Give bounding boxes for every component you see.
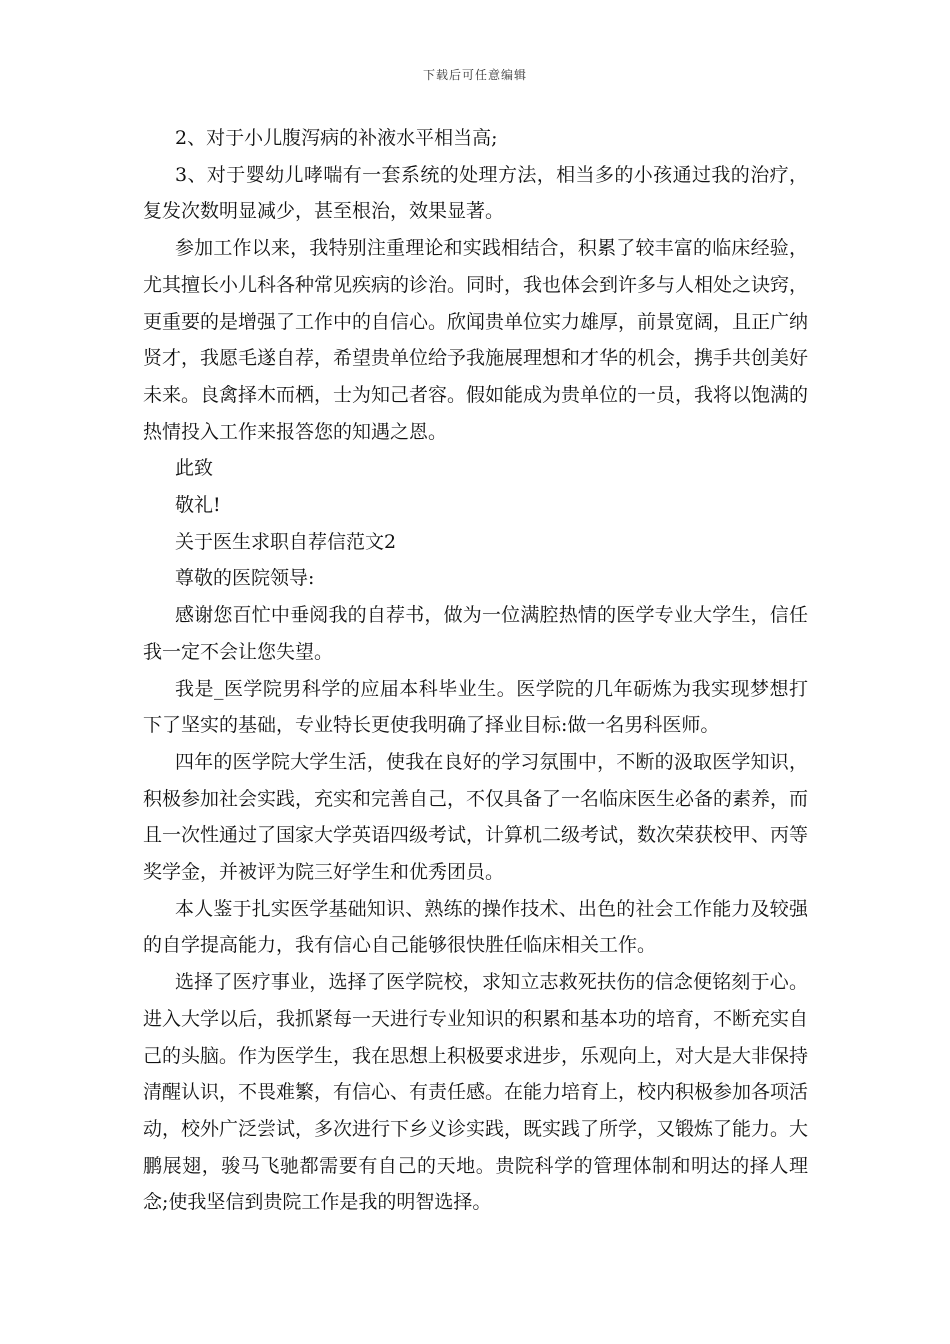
letter-greeting: 尊敬的医院领导: xyxy=(175,567,315,590)
section-title: 关于医生求职自荐信范文2 xyxy=(175,530,397,553)
paragraph-asthma: 3、对于婴幼儿哮喘有一套系统的处理方法，相当多的小孩通过我的治疗，复发次数明显减少，甚至根治，效果显著。 xyxy=(143,163,808,223)
header-note: 下载后可任意编辑 xyxy=(422,68,527,82)
paragraph-introduction: 我是_医学院男科学的应届本科毕业生。医学院的几年砺炼为我实现梦想打下了坚实的基础，专业特长更使我明确了择业目标:做一名男科医师。 xyxy=(143,677,808,737)
paragraph-experience: 参加工作以来，我特别注重理论和实践相结合，积累了较丰富的临床经验，尤其擅长小儿科各种常见疾病的诊治。同时，我也体会到许多与人相处之诀窍，更重要的是增强了工作中的自信心。欣闻贵单位实力雄厚，前景宽阔，且正广纳贤才，我愿毛遂自荐，希望贵单位给予我施展理想和才华的机会，携手共创美好未来。良禽择木而栖，士为知己者容。假如能成为贵单位的一员，我将以饱满的热情投入工作来报答您的知遇之恩。 xyxy=(143,237,809,443)
paragraph-diarrhea: 2、对于小儿腹泻病的补液水平相当高; xyxy=(175,127,498,149)
paragraph-abilities: 本人鉴于扎实医学基础知识、熟练的操作技术、出色的社会工作能力及较强的自学提高能力，我有信心自己能够很快胜任临床相关工作。 xyxy=(143,897,808,957)
paragraph-career-choice: 选择了医疗事业，选择了医学院校，求知立志救死扶伤的信念便铭刻于心。进入大学以后，我抓紧每一天进行专业知识的积累和基本功的培育，不断充实自己的头脑。作为医学生，我在思想上积极要求进步，乐观向上，对大是大非保持清醒认识，不畏难繁，有信心、有责任感。在能力培育上，校内积极参加各项活动，校外广泛尝试，多次进行下乡义诊实践，既实践了所学，又锻炼了能力。大鹏展翅，骏马飞驰都需要有自己的天地。贵院科学的管理体制和明达的择人理念;使我坚信到贵院工作是我的明智选择。 xyxy=(143,971,809,1214)
closing-salutation-2: 敬礼! xyxy=(175,494,221,517)
document-body xyxy=(143,120,808,1221)
closing-salutation-1: 此致 xyxy=(175,457,214,480)
paragraph-thanks: 感谢您百忙中垂阅我的自荐书，做为一位满腔热情的医学专业大学生，信任我一定不会让您失望。 xyxy=(143,604,808,663)
paragraph-university-life: 四年的医学院大学生活，使我在良好的学习氛围中，不断的汲取医学知识，积极参加社会实践，充实和完善自己，不仅具备了一名临床医生必备的素养，而且一次性通过了国家大学英语四级考试，计算机二级考试，数次荣获校甲、丙等奖学金，并被评为院三好学生和优秀团员。 xyxy=(143,750,809,884)
